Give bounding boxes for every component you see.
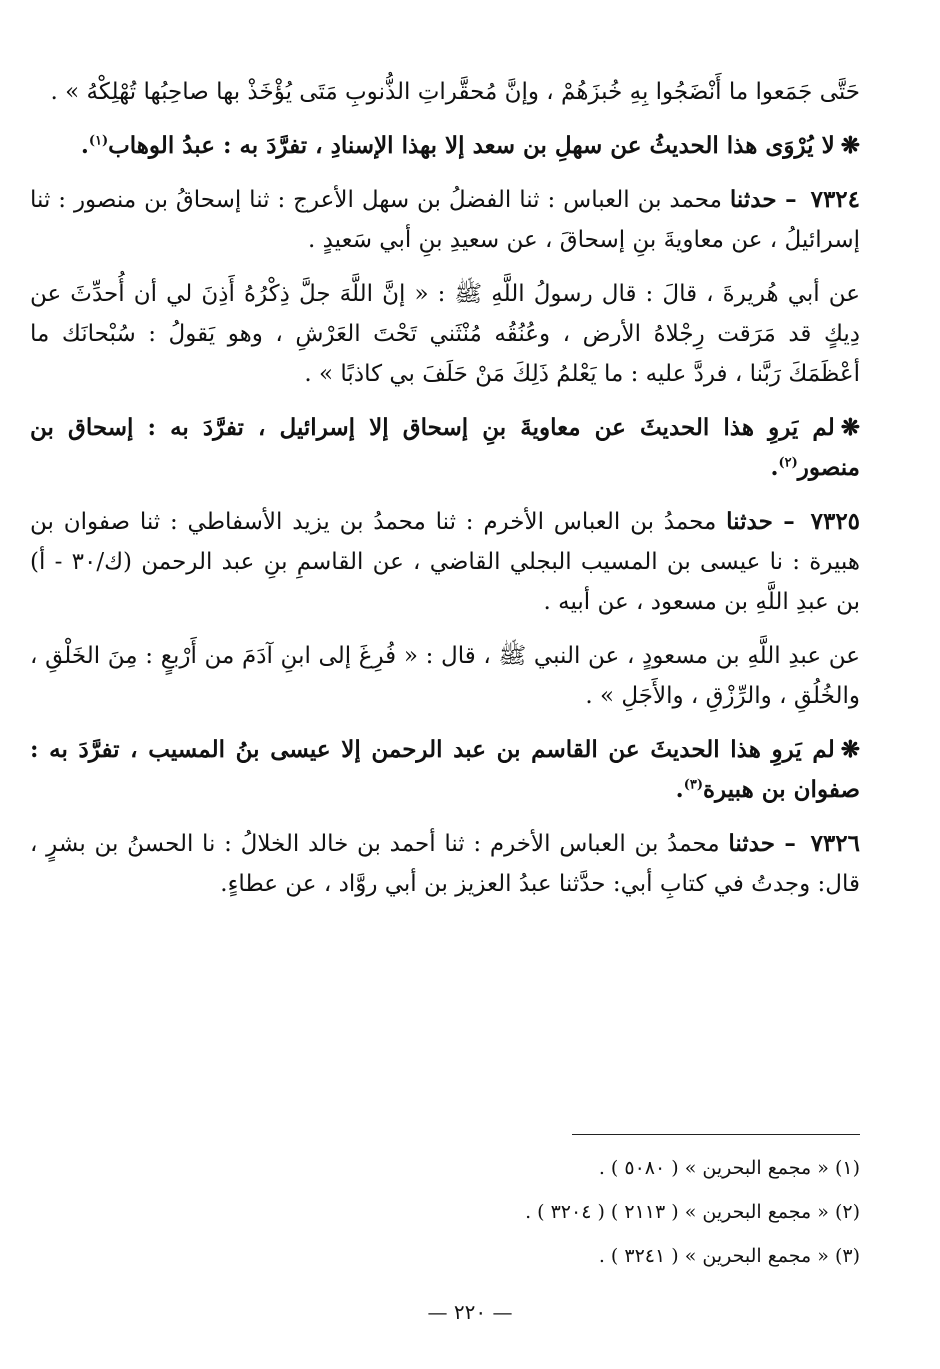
hadith-body: محمد بن العباس : ثنا الفضلُ بن سهل الأعرج : ثنا إسحاقُ بن منصور : ثنا إسرائيلُ ، عن معاويةَ بنِ إسحاقَ ، عن سعيدِ بنِ أبي سَعيدٍ . [30, 187, 860, 253]
note-body: لم يَروِ هذا الحديثَ عن القاسم بن عبد الرحمن إلا عيسى بنُ المسيب ، تفرَّدَ به : صفوان بن هبيرة [30, 736, 860, 803]
hadith-entry [30, 824, 860, 904]
hadith-entry [30, 502, 860, 622]
narration-note [30, 126, 860, 166]
asterism-icon: ❋ [840, 736, 860, 763]
page-number: — ٢٢٠ — [427, 1300, 513, 1324]
footnote-ref[interactable]: (٣) [683, 777, 703, 793]
hadith-entry [30, 180, 860, 260]
hadith-number: ٧٣٢٦ [810, 830, 860, 857]
narration-note [30, 730, 860, 810]
note-end: . [80, 132, 89, 159]
hadith-lead: – حدثنا [729, 186, 797, 213]
paragraph-body: حَتَّى جَمَعوا ما أَنْضَجُوا بِهِ خُبزَهُمْ ، وإنَّ مُحقَّراتِ الذُّنوبِ مَتَى يُؤْخَذْ بها صاحِبُها تُهْلِكْهُ » . [50, 79, 860, 105]
paragraph-body: عن أبي هُريرةَ ، قالَ : قال رسولُ اللَّهِ ﷺ : « إنَّ اللَّهَ جلَّ ذِكْرُهُ أَذِنَ لي أن أُحدِّثَ عن دِيكٍ قد مَرَقت رِجْلاهُ الأرض ، وعُنُقُه مُنْثَني تَحْتَ العَرْشِ ، وهو يَقولُ : سُبْحانَك ما أعْظَمَكَ رَبَّنا ، فردَّ عليه : ما يَعْلمُ ذَلِكَ مَنْ حَلَفَ بي كاذبًا » . [30, 281, 860, 387]
narration-note [30, 408, 860, 488]
hadith-lead: – حدثنا [728, 830, 796, 857]
hadith-lead: – حدثنا [726, 508, 795, 535]
paragraph-text [30, 72, 860, 112]
hadith-body: محمدُ بن العباس الأخرم : ثنا محمدُ بن يزيد الأسفاطي : ثنا صفوان بن هبيرة : نا عيسى بن المسيب البجلي القاضي ، عن القاسمِ بنِ عبد الرحمن (ك/٣٠ - أ) بن عبدِ اللَّهِ بن مسعود ، عن أبيه . [30, 509, 861, 615]
footnote-item: (١) « مجمع البحرين » ( ٥٠٨٠ ) . [598, 1157, 860, 1179]
footnote-ref[interactable]: (٢) [778, 455, 798, 471]
paragraph-text [30, 636, 860, 716]
hadith-number: ٧٣٢٤ [810, 186, 861, 213]
paragraph-body: عن عبدِ اللَّهِ بن مسعودٍ ، عن النبي ﷺ ، قال : « فُرِغَ إلى ابنِ آدَمَ من أَرْبعٍ : مِنَ الخَلْقِ ، والخُلُقِ ، والرِّزْقِ ، والأَجَلِ » . [30, 643, 860, 709]
note-body: لا يُرْوَى هذا الحديثُ عن سهلِ بن سعد إلا بهذا الإسنادِ ، تفرَّدَ به : عبدُ الوهاب [108, 132, 835, 159]
footnote-item: (٢) « مجمع البحرين » ( ٢١١٣ ) ( ٣٢٠٤ ) . [525, 1201, 860, 1223]
hadith-body: محمدُ بن العباس الأخرم : ثنا أحمد بن خالد الخلالُ : نا الحسنُ بن بشرٍ ، قال: وجدتُ في كتابِ أبي: حدَّثنا عبدُ العزيز بن أبي روَّاد ، عن عطاءٍ. [30, 831, 860, 897]
footnote-ref[interactable]: (١) [88, 133, 109, 149]
footnote-divider [572, 1134, 860, 1135]
paragraph-text [30, 274, 860, 394]
footnotes [30, 1146, 860, 1278]
footnote-item: (٣) « مجمع البحرين » ( ٣٢٤١ ) . [598, 1245, 860, 1267]
asterism-icon: ❋ [840, 132, 860, 159]
note-body: لم يَروِ هذا الحديثَ عن معاويةَ بنِ إسحاق إلا إسرائيل ، تفرَّدَ به : إسحاق بن منصور [30, 414, 860, 481]
page-body [30, 72, 860, 918]
hadith-number: ٧٣٢٥ [810, 508, 861, 535]
note-end: . [770, 454, 779, 481]
note-end: . [675, 776, 684, 803]
asterism-icon: ❋ [840, 414, 860, 441]
